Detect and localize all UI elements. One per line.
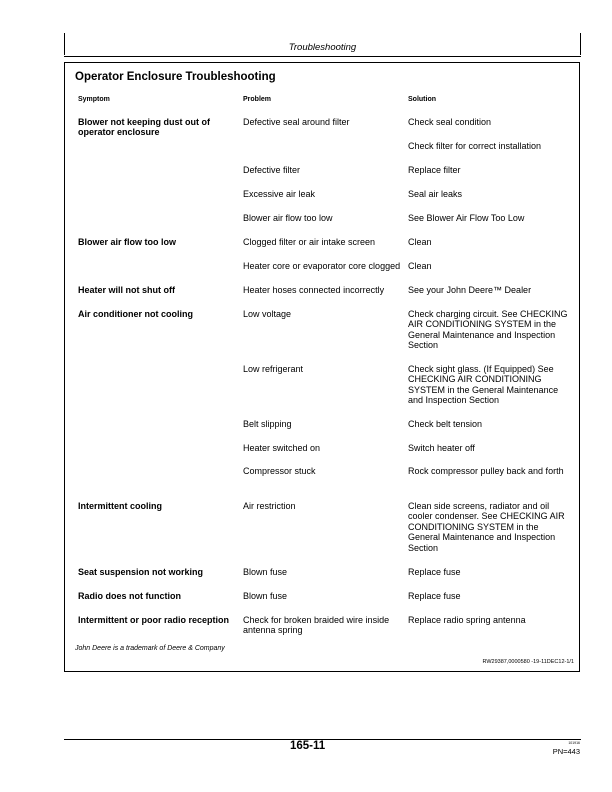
problem-cell: Blower air flow too low [243, 213, 333, 223]
page-reference-number: PN=443 [552, 747, 580, 756]
solution-cell: Check filter for correct installation [408, 141, 542, 151]
running-header-title: Troubleshooting [288, 42, 357, 53]
solution-cell: Check sight glass. (If Equipped) See CHECKING AIR CONDITIONING SYSTEM in the General Maintenance and Inspection Section [408, 364, 559, 406]
symptom-cell: Blower not keeping dust out of operator enclosure [78, 117, 210, 138]
problem-cell: Clogged filter or air intake screen [243, 237, 376, 247]
solution-cell: Replace filter [408, 165, 461, 175]
problem-cell: Compressor stuck [243, 466, 316, 476]
solution-cell: See your John Deere™ Dealer [408, 285, 532, 295]
problem-cell: Blown fuse [243, 567, 288, 577]
column-header-problem: Problem [243, 96, 272, 103]
solution-cell: Clean [408, 237, 432, 247]
problem-cell: Air restriction [243, 501, 296, 511]
problem-cell: Defective seal around filter [243, 117, 350, 127]
solution-cell: Check belt tension [408, 419, 483, 429]
trademark-footnote: John Deere is a trademark of Deere & Company [75, 645, 225, 652]
document-reference: RW29387,0000580 -19-11DEC12-1/1 [482, 659, 574, 665]
problem-cell: Low voltage [243, 309, 292, 319]
solution-cell: Clean [408, 261, 432, 271]
problem-cell: Heater hoses connected incorrectly [243, 285, 385, 295]
problem-cell: Blown fuse [243, 591, 288, 601]
solution-cell: Switch heater off [408, 443, 475, 453]
solution-cell: Replace fuse [408, 567, 461, 577]
problem-cell: Check for broken braided wire inside antenna spring [243, 615, 390, 636]
symptom-cell: Seat suspension not working [78, 567, 204, 577]
symptom-cell: Air conditioner not cooling [78, 309, 193, 319]
problem-cell: Belt slipping [243, 419, 292, 429]
solution-cell: Check charging circuit. See CHECKING AIR CONDITIONING SYSTEM in the General Maintenance and Inspection Section [408, 309, 568, 351]
solution-cell: See Blower Air Flow Too Low [408, 213, 525, 223]
solution-cell: Replace radio spring antenna [408, 615, 526, 625]
solution-cell: Seal air leaks [408, 189, 463, 199]
page-number: 165-11 [290, 740, 326, 752]
problem-cell: Low refrigerant [243, 364, 304, 374]
header-rule [64, 56, 581, 57]
problem-cell: Excessive air leak [243, 189, 316, 199]
section-title: Operator Enclosure Troubleshooting [75, 71, 276, 83]
solution-cell: Rock compressor pulley back and forth [408, 466, 564, 476]
symptom-cell: Intermittent or poor radio reception [78, 615, 230, 625]
symptom-cell: Radio does not function [78, 591, 181, 601]
solution-cell: Clean side screens, radiator and oil cooler condenser. See CHECKING AIR CONDITIONING SYSTEM in the General Maintenance and Inspection Section [408, 501, 565, 553]
solution-cell: Replace fuse [408, 591, 461, 601]
symptom-cell: Intermittent cooling [78, 501, 162, 511]
problem-cell: Defective filter [243, 165, 301, 175]
column-header-solution: Solution [408, 96, 436, 103]
symptom-cell: Heater will not shut off [78, 285, 176, 295]
symptom-cell: Blower air flow too low [78, 237, 177, 247]
column-header-symptom: Symptom [78, 96, 110, 103]
solution-cell: Check seal condition [408, 117, 492, 127]
footer-code: 101916 [568, 741, 580, 745]
problem-cell: Heater core or evaporator core clogged [243, 261, 401, 271]
problem-cell: Heater switched on [243, 443, 321, 453]
